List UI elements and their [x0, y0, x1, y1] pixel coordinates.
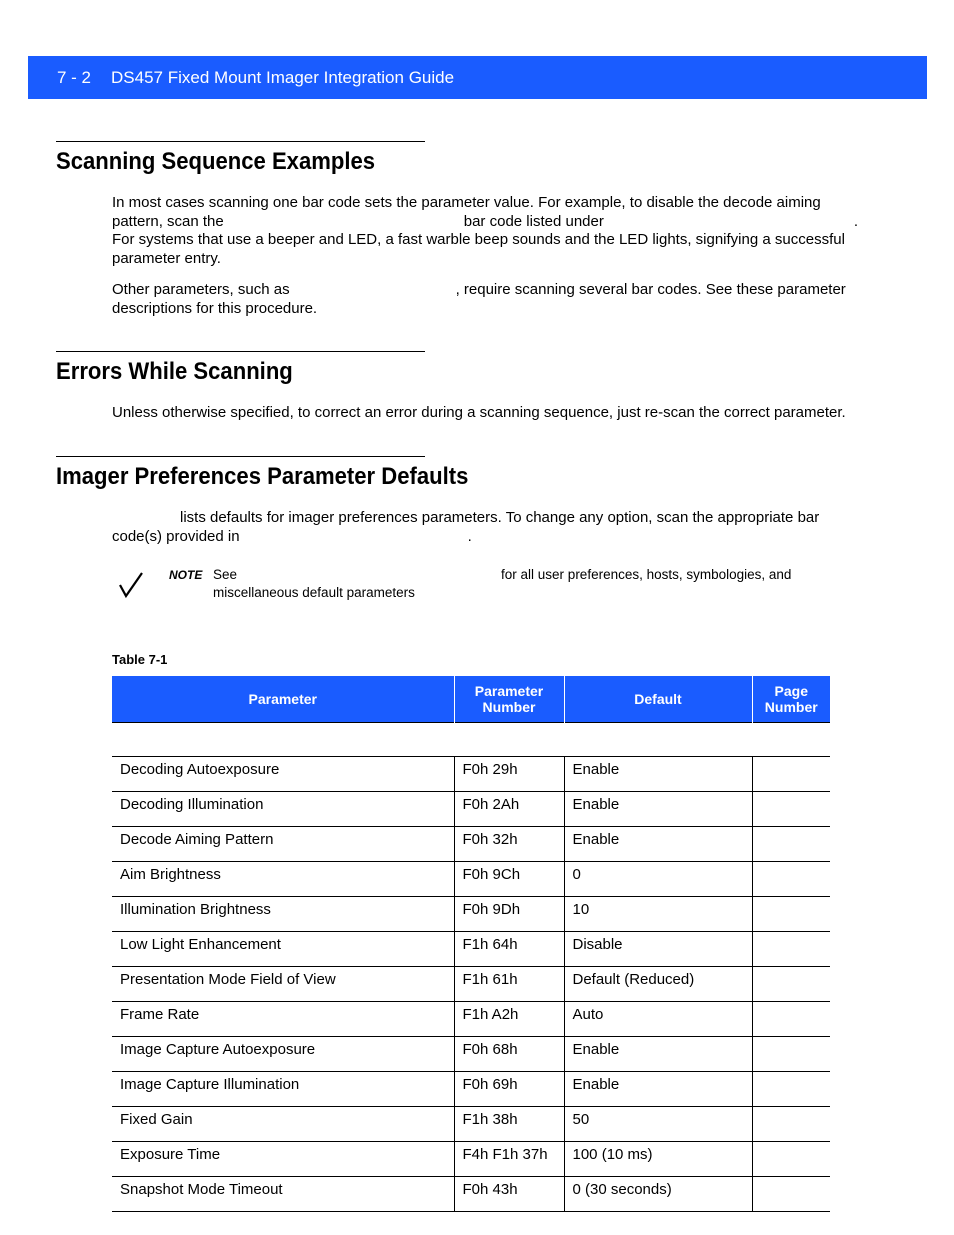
defaults-text-a: lists defaults for imager preferences parameters. To change any option, scan the appropriate bar code(s) provided in — [112, 509, 820, 545]
section-rule — [56, 351, 425, 352]
section-heading-scanning-sequence: Scanning Sequence Examples — [56, 148, 376, 175]
table-cell — [752, 1107, 830, 1142]
table-cell: F0h 2Ah — [454, 792, 564, 827]
section-rule — [56, 456, 425, 457]
column-header-parameter: Parameter — [112, 676, 454, 723]
defaults-table — [112, 676, 830, 1212]
table-cell — [752, 932, 830, 967]
note-label: NOTE — [169, 568, 203, 582]
defaults-text-b: . — [467, 527, 472, 545]
table-cell: Enable — [564, 792, 752, 827]
page-number: 7 - 2 — [57, 67, 92, 87]
table-row — [112, 757, 830, 792]
table-cell: F0h 69h — [454, 1072, 564, 1107]
table-row — [112, 827, 830, 862]
table-cell: Frame Rate — [112, 1002, 454, 1037]
table-cell — [112, 723, 830, 757]
table-cell: Default (Reduced) — [564, 967, 752, 1002]
table-cell: Auto — [564, 1002, 752, 1037]
table-cell — [752, 1002, 830, 1037]
table-cell — [752, 1037, 830, 1072]
table-cell: Disable — [564, 932, 752, 967]
table-cell — [752, 792, 830, 827]
scanning-text-e: Other parameters, such as — [112, 281, 290, 298]
defaults-paragraph — [112, 509, 872, 546]
note-text — [213, 566, 833, 602]
table-cell — [752, 967, 830, 1002]
table-subheading-row — [112, 723, 830, 757]
scanning-text-c: . — [853, 212, 859, 230]
table-cell: F0h 32h — [454, 827, 564, 862]
table-cell: Presentation Mode Field of View — [112, 967, 454, 1002]
table-row — [112, 1072, 830, 1107]
table-row — [112, 792, 830, 827]
table-cell — [752, 1072, 830, 1107]
table-row — [112, 1142, 830, 1177]
table-cell — [752, 827, 830, 862]
table-cell: Enable — [564, 757, 752, 792]
table-row — [112, 1107, 830, 1142]
scanning-paragraph-1 — [112, 194, 872, 268]
table-cell: F0h 68h — [454, 1037, 564, 1072]
column-header-parameter-number: Parameter Number — [454, 676, 564, 723]
document-title: DS457 Fixed Mount Imager Integration Guide — [111, 67, 455, 87]
table-cell: F0h 29h — [454, 757, 564, 792]
table-cell: Image Capture Autoexposure — [112, 1037, 454, 1072]
table-cell — [752, 862, 830, 897]
section-heading-errors: Errors While Scanning — [56, 358, 293, 385]
table-row — [112, 1037, 830, 1072]
table-cell: Image Capture Illumination — [112, 1072, 454, 1107]
table-cell: Aim Brightness — [112, 862, 454, 897]
table-cell: F0h 43h — [454, 1177, 564, 1212]
table-cell: Enable — [564, 827, 752, 862]
table-cell: F0h 9Dh — [454, 897, 564, 932]
note-text-b: for all user preferences, hosts, symbologies, and miscellaneous default parameters — [213, 567, 792, 600]
table-cell: F1h 38h — [454, 1107, 564, 1142]
scanning-text-b: bar code listed under — [463, 212, 604, 230]
table-row — [112, 897, 830, 932]
table-cell: Enable — [564, 1037, 752, 1072]
table-cell: 10 — [564, 897, 752, 932]
table-cell: F1h 64h — [454, 932, 564, 967]
table-row — [112, 967, 830, 1002]
table-caption: Table 7-1 — [112, 652, 168, 667]
section-heading-defaults: Imager Preferences Parameter Defaults — [56, 463, 469, 490]
table-row — [112, 862, 830, 897]
section-rule — [56, 141, 425, 142]
scanning-text-f: , require scanning several bar codes. See these parameter descriptions for this procedure. — [112, 281, 846, 317]
note-text-a: See — [213, 567, 238, 582]
table-cell: Snapshot Mode Timeout — [112, 1177, 454, 1212]
column-header-page-number: Page Number — [752, 676, 830, 723]
table-cell: Enable — [564, 1072, 752, 1107]
table-cell: 100 (10 ms) — [564, 1142, 752, 1177]
table-cell: F1h 61h — [454, 967, 564, 1002]
table-cell: Decoding Autoexposure — [112, 757, 454, 792]
checkmark-icon — [118, 570, 144, 600]
table-cell — [752, 1142, 830, 1177]
table-cell: Fixed Gain — [112, 1107, 454, 1142]
table-cell — [752, 757, 830, 792]
table-cell: 0 — [564, 862, 752, 897]
table-cell: F4h F1h 37h — [454, 1142, 564, 1177]
table-cell: Illumination Brightness — [112, 897, 454, 932]
table-cell: 0 (30 seconds) — [564, 1177, 752, 1212]
table-cell: 50 — [564, 1107, 752, 1142]
page-header — [28, 56, 927, 99]
table-row — [112, 932, 830, 967]
table-row — [112, 1177, 830, 1212]
table-cell — [752, 897, 830, 932]
table-cell: Decode Aiming Pattern — [112, 827, 454, 862]
table-cell: F0h 9Ch — [454, 862, 564, 897]
column-header-default: Default — [564, 676, 752, 723]
table-row — [112, 1002, 830, 1037]
scanning-paragraph-2 — [112, 281, 872, 318]
scanning-text-d: For systems that use a beeper and LED, a fast warble beep sounds and the LED lights, signifying a successful parameter entry. — [112, 231, 845, 267]
table-header-row — [112, 676, 830, 723]
table-cell: Decoding Illumination — [112, 792, 454, 827]
table-cell — [752, 1177, 830, 1212]
scanning-text-a: In most cases scanning one bar code sets the parameter value. For example, to disable the decode aiming pattern, scan the — [112, 194, 821, 230]
table-cell: F1h A2h — [454, 1002, 564, 1037]
table-cell: Low Light Enhancement — [112, 932, 454, 967]
table-cell: Exposure Time — [112, 1142, 454, 1177]
errors-paragraph: Unless otherwise specified, to correct an error during a scanning sequence, just re-scan the correct parameter. — [112, 404, 846, 421]
